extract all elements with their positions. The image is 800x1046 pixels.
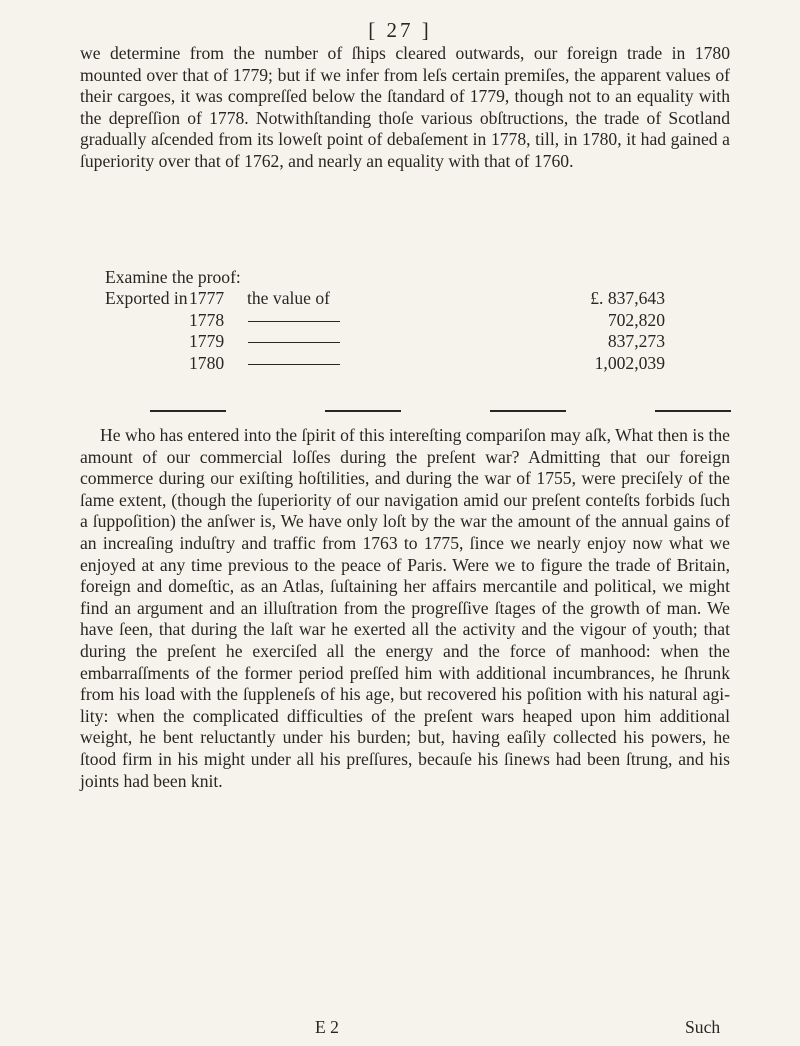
ditto-dash <box>248 321 340 322</box>
exports-amount: 837,273 <box>607 331 665 352</box>
proof-intro: Examine the proof: <box>105 267 241 287</box>
paragraph-2: He who has entered into the ſpirit of this intereſting compariſon may aſk, What then is the amount of our commercial loſſes during the preſent war? Admitting that our foreign commerce during our exiſting hoſtilities, and during the war of 1755, were preciſely of the ſame extent, (though the ſuperiority of our navigation amid our preſent conteſts forbids ſuch a ſuppoſition) the anſwer is, We have only loſt by the war the amount of the annual gains of an increaſing induſtry and traffic from 1763 to 1775, ſince we nearly enjoy now what we enjoyed at any time previous to the peace of Paris. Were we to figure the trade of Britain, foreign and domeſtic, as an Atlas, ſuſtaining her affairs mercantile and political, we might find an argument and an illuſtration from the progreſſive ſtages of the growth of man. We have ſeen, that during the laſt war he exerted all the activity and the vigour of youth; that during the preſent he exerciſed all the energy and the force of manhood: when the embarraſſments of the former period preſſed him with additional incumbrances, he ſhrunk from his load with the ſuppleneſs of his age, but recovered his poſition with his natural agility: when the complicated difficulties of the preſent wars heaped upon him additional weight, he bent reluctantly under his burden; but, having eaſily collected his powers, he ſtood firm in his might under all his preſſures, becauſe his ſinews had been ſtrung, and his joints had been knit. <box>80 425 730 791</box>
exports-value-of-label: the value of <box>247 288 331 308</box>
exports-row <box>105 331 665 353</box>
exports-year: 1779 <box>189 331 225 352</box>
ditto-dash <box>248 342 340 343</box>
exports-amount: 702,820 <box>607 309 665 330</box>
exports-year: 1777 <box>189 288 225 308</box>
paragraph-1: we determine from the number of ſhips cleared outwards, our foreign trade in 1780 mounted over that of 1779; but if we infer from leſs certain premiſes, the apparent values of their cargoes, it was compreſſed below the ſtandard of 1779, though not to an equality with the depreſſion of 1778. Notwithſtanding thoſe various obſtructions, the trade of Scotland gradually aſcended from its loweſt point of debaſement in 1778, till, in 1780, it had gained a ſuperiority over that of 1762, and nearly an equality with that of 1760. <box>80 43 730 171</box>
exports-year: 1778 <box>189 309 225 330</box>
exports-row <box>105 310 665 332</box>
exports-table <box>105 288 665 374</box>
catchword: Such <box>685 1017 721 1037</box>
page-number-header: [ 27 ] <box>368 18 432 42</box>
section-divider <box>490 410 566 412</box>
exports-amount: 1,002,039 <box>594 352 665 373</box>
exports-lead: Exported in <box>105 288 188 308</box>
signature-mark: E 2 <box>315 1017 339 1037</box>
exports-amount: £. 837,643 <box>590 288 665 308</box>
ditto-dash <box>248 364 340 365</box>
exports-year: 1780 <box>189 352 225 373</box>
section-divider <box>150 410 226 412</box>
section-divider <box>655 410 731 412</box>
exports-row <box>105 353 665 375</box>
exports-row <box>105 288 665 310</box>
section-divider <box>325 410 401 412</box>
